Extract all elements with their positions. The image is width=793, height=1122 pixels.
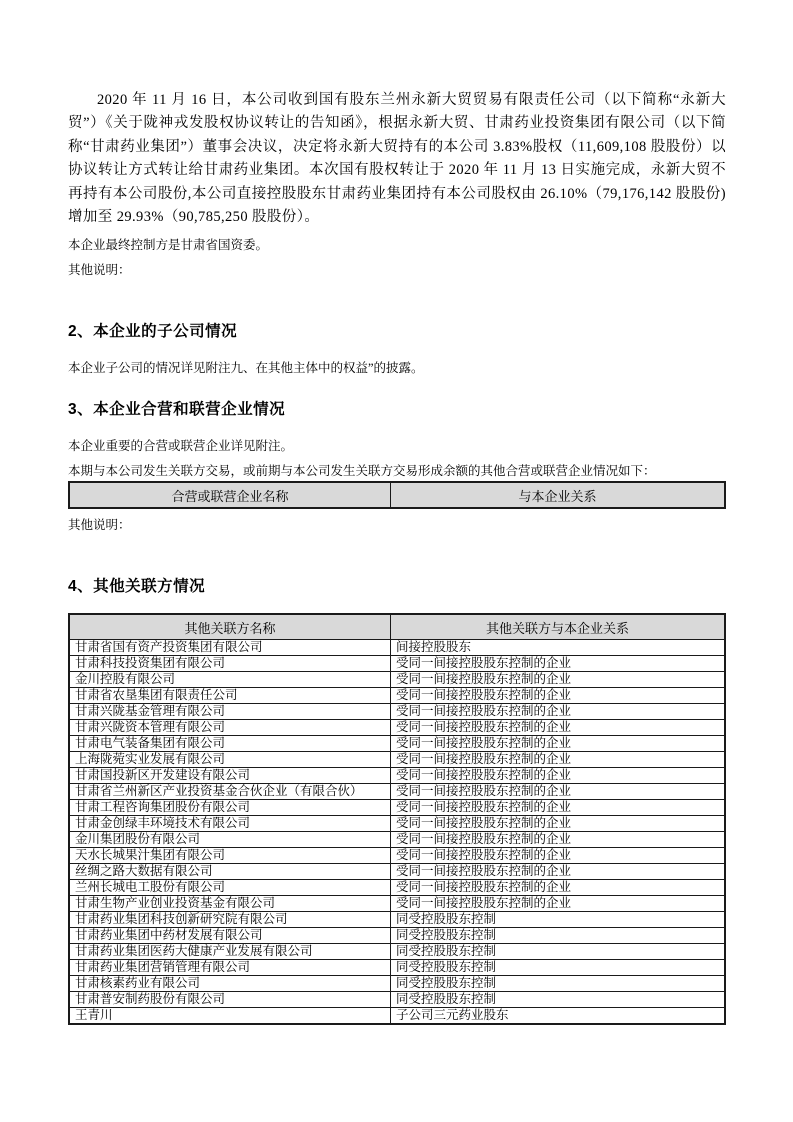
table-cell: 甘肃国投新区开发建设有限公司 <box>69 767 390 783</box>
table-row <box>69 671 725 687</box>
table-cell: 甘肃省兰州新区产业投资基金合伙企业（有限合伙） <box>69 783 390 799</box>
table-cell: 甘肃药业集团医药大健康产业发展有限公司 <box>69 943 390 959</box>
paragraph-equity-transfer: 2020 年 11 月 16 日，本公司收到国有股东兰州永新大贸贸易有限责任公司（以下简称“永新大贸”）《关于陇神戎发股权协议转让的告知函》，根据永新大贸、甘肃药业投资集团有限公司（以下简称“甘肃药业集团”）董事会决议，决定将永新大贸持有的本公司 3.83%股权（11,609,108 股股份）以协议转让方式转让给甘肃药业集团。本次国有股权转让于 2020 年 11 月 13 日实施完成，永新大贸不再持有本公司股份,本公司直接控股股东甘肃药业集团持有本公司股权由 26.10%（79,176,142 股股份)增加至 29.93%（90,785,250 股股份）。 <box>68 92 726 226</box>
table-cell: 甘肃药业集团中药材发展有限公司 <box>69 927 390 943</box>
joint-ventures-table <box>68 481 726 509</box>
column-header-jv-name: 合营或联营企业名称 <box>69 482 390 508</box>
table-row <box>69 863 725 879</box>
table-row <box>69 703 725 719</box>
table-row <box>69 831 725 847</box>
table-cell: 金川集团股份有限公司 <box>69 831 390 847</box>
page-content <box>68 0 726 1025</box>
table-cell: 甘肃药业集团科技创新研究院有限公司 <box>69 911 390 927</box>
table-cell: 受同一间接控股股东控制的企业 <box>390 895 725 911</box>
table-row <box>69 991 725 1007</box>
subsidiaries-body-text: 本企业子公司的情况详见附注九、在其他主体中的权益”的披露。 <box>68 361 424 376</box>
table-cell: 受同一间接控股股东控制的企业 <box>390 735 725 751</box>
table-row <box>69 1007 725 1024</box>
table-row <box>69 751 725 767</box>
note-other-label-2: 其他说明： <box>68 518 131 533</box>
column-header-related-party-name: 其他关联方名称 <box>69 614 390 639</box>
column-header-jv-relation: 与本企业关系 <box>390 482 725 508</box>
table-cell: 同受控股股东控制 <box>390 943 725 959</box>
table-cell: 同受控股股东控制 <box>390 959 725 975</box>
table-row <box>69 959 725 975</box>
section-heading-joint-ventures: 3、本企业合营和联营企业情况 <box>68 401 286 419</box>
table-row <box>69 847 725 863</box>
column-header-related-party-relation: 其他关联方与本企业关系 <box>390 614 725 639</box>
table-row <box>69 655 725 671</box>
table-row <box>69 687 725 703</box>
table-cell: 受同一间接控股股东控制的企业 <box>390 831 725 847</box>
table-row <box>69 975 725 991</box>
section-heading-other-related-parties: 4、其他关联方情况 <box>68 578 206 596</box>
table-cell: 王青川 <box>69 1007 390 1024</box>
table-row <box>69 895 725 911</box>
note-other-label-1: 其他说明： <box>68 263 131 278</box>
table-row <box>69 815 725 831</box>
table-cell: 同受控股股东控制 <box>390 927 725 943</box>
table-header-row <box>69 614 725 639</box>
table-header-row <box>69 482 725 508</box>
table-cell: 金川控股有限公司 <box>69 671 390 687</box>
table-cell: 天水长城果汁集团有限公司 <box>69 847 390 863</box>
table-cell: 甘肃生物产业创业投资基金有限公司 <box>69 895 390 911</box>
table-cell: 受同一间接控股股东控制的企业 <box>390 767 725 783</box>
table-cell: 间接控股股东 <box>390 639 725 655</box>
table-cell: 子公司三元药业股东 <box>390 1007 725 1024</box>
table-cell: 受同一间接控股股东控制的企业 <box>390 671 725 687</box>
joint-ventures-body-text-2: 本期与本公司发生关联方交易，或前期与本公司发生关联方交易形成余额的其他合营或联营企业情况如下： <box>68 464 656 479</box>
joint-ventures-body-text-1: 本企业重要的合营或联营企业详见附注。 <box>68 439 294 454</box>
table-cell: 甘肃科技投资集团有限公司 <box>69 655 390 671</box>
table-cell: 甘肃金创绿丰环境技术有限公司 <box>69 815 390 831</box>
table-cell: 受同一间接控股股东控制的企业 <box>390 751 725 767</box>
table-cell: 受同一间接控股股东控制的企业 <box>390 687 725 703</box>
table-cell: 甘肃普安制药股份有限公司 <box>69 991 390 1007</box>
table-row <box>69 943 725 959</box>
table-cell: 受同一间接控股股东控制的企业 <box>390 815 725 831</box>
table-cell: 受同一间接控股股东控制的企业 <box>390 863 725 879</box>
table-row <box>69 735 725 751</box>
table-cell: 甘肃药业集团营销管理有限公司 <box>69 959 390 975</box>
table-cell: 同受控股股东控制 <box>390 991 725 1007</box>
table-row <box>69 911 725 927</box>
table-cell: 甘肃电气装备集团有限公司 <box>69 735 390 751</box>
table-cell: 受同一间接控股股东控制的企业 <box>390 783 725 799</box>
table-row <box>69 719 725 735</box>
table-cell: 甘肃兴陇基金管理有限公司 <box>69 703 390 719</box>
table-cell: 受同一间接控股股东控制的企业 <box>390 799 725 815</box>
table-cell: 甘肃核素药业有限公司 <box>69 975 390 991</box>
table-cell: 受同一间接控股股东控制的企业 <box>390 879 725 895</box>
table-cell: 受同一间接控股股东控制的企业 <box>390 847 725 863</box>
table-cell: 甘肃省国有资产投资集团有限公司 <box>69 639 390 655</box>
table-cell: 受同一间接控股股东控制的企业 <box>390 719 725 735</box>
table-cell: 受同一间接控股股东控制的企业 <box>390 703 725 719</box>
section-heading-subsidiaries: 2、本企业的子公司情况 <box>68 323 238 341</box>
table-cell: 甘肃工程咨询集团股份有限公司 <box>69 799 390 815</box>
table-row <box>69 927 725 943</box>
other-related-parties-table <box>68 613 726 1025</box>
table-cell: 兰州长城电工股份有限公司 <box>69 879 390 895</box>
table-cell: 上海陇菀实业发展有限公司 <box>69 751 390 767</box>
table-cell: 受同一间接控股股东控制的企业 <box>390 655 725 671</box>
table-cell: 同受控股股东控制 <box>390 975 725 991</box>
note-ultimate-controller: 本企业最终控制方是甘肃省国资委。 <box>68 238 269 253</box>
table-row <box>69 783 725 799</box>
table-row <box>69 639 725 655</box>
table-row <box>69 799 725 815</box>
table-row <box>69 879 725 895</box>
table-cell: 甘肃省农垦集团有限责任公司 <box>69 687 390 703</box>
table-cell: 甘肃兴陇资本管理有限公司 <box>69 719 390 735</box>
table-cell: 同受控股股东控制 <box>390 911 725 927</box>
table-row <box>69 767 725 783</box>
table-cell: 丝绸之路大数据有限公司 <box>69 863 390 879</box>
